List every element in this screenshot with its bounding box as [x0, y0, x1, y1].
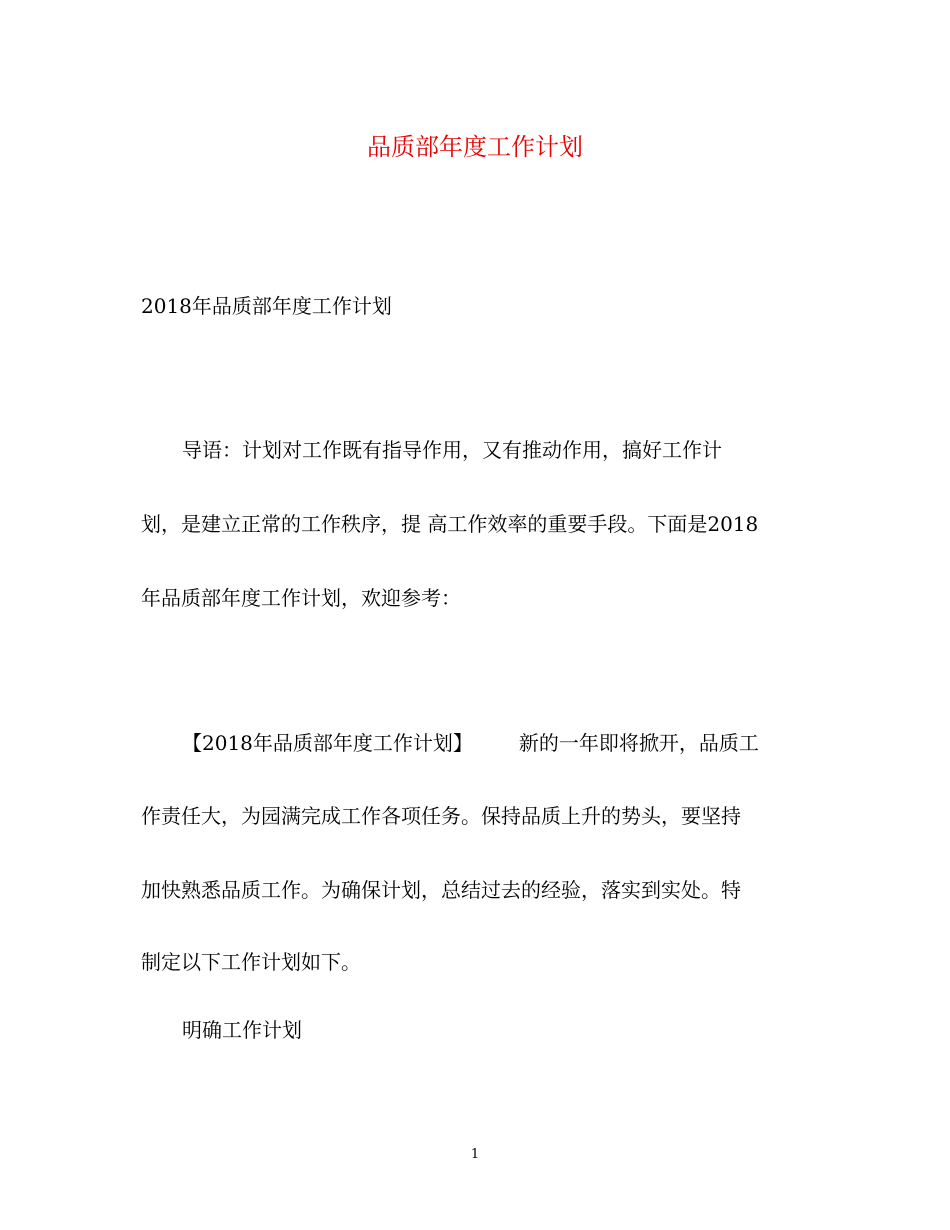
intro-line-1: 导语：计划对工作既有指导作用，又有推动作用，搞好工作计 — [182, 438, 722, 462]
document-subtitle: 2018年品质部年度工作计划 — [141, 294, 392, 318]
intro-line-2: 划，是建立正常的工作秩序，提 高工作效率的重要手段。下面是2018 — [141, 512, 759, 536]
subheading: 明确工作计划 — [182, 1018, 302, 1042]
section-first-line — [182, 729, 862, 757]
body-line-2: 作责任大，为园满完成工作各项任务。保持品质上升的势头，要坚持 — [141, 804, 741, 828]
body-line-3: 加快熟悉品质工作。为确保计划，总结过去的经验，落实到实处。特 — [141, 878, 741, 902]
section-heading: 【2018年品质部年度工作计划】 — [182, 731, 473, 755]
body-line-4: 制定以下工作计划如下。 — [141, 950, 361, 974]
body-line-1: 新的一年即将掀开，品质工 — [518, 731, 759, 755]
document-title: 品质部年度工作计划 — [367, 133, 583, 161]
intro-line-3: 年品质部年度工作计划，欢迎参考： — [141, 586, 461, 610]
page-number: 1 — [470, 1147, 480, 1162]
